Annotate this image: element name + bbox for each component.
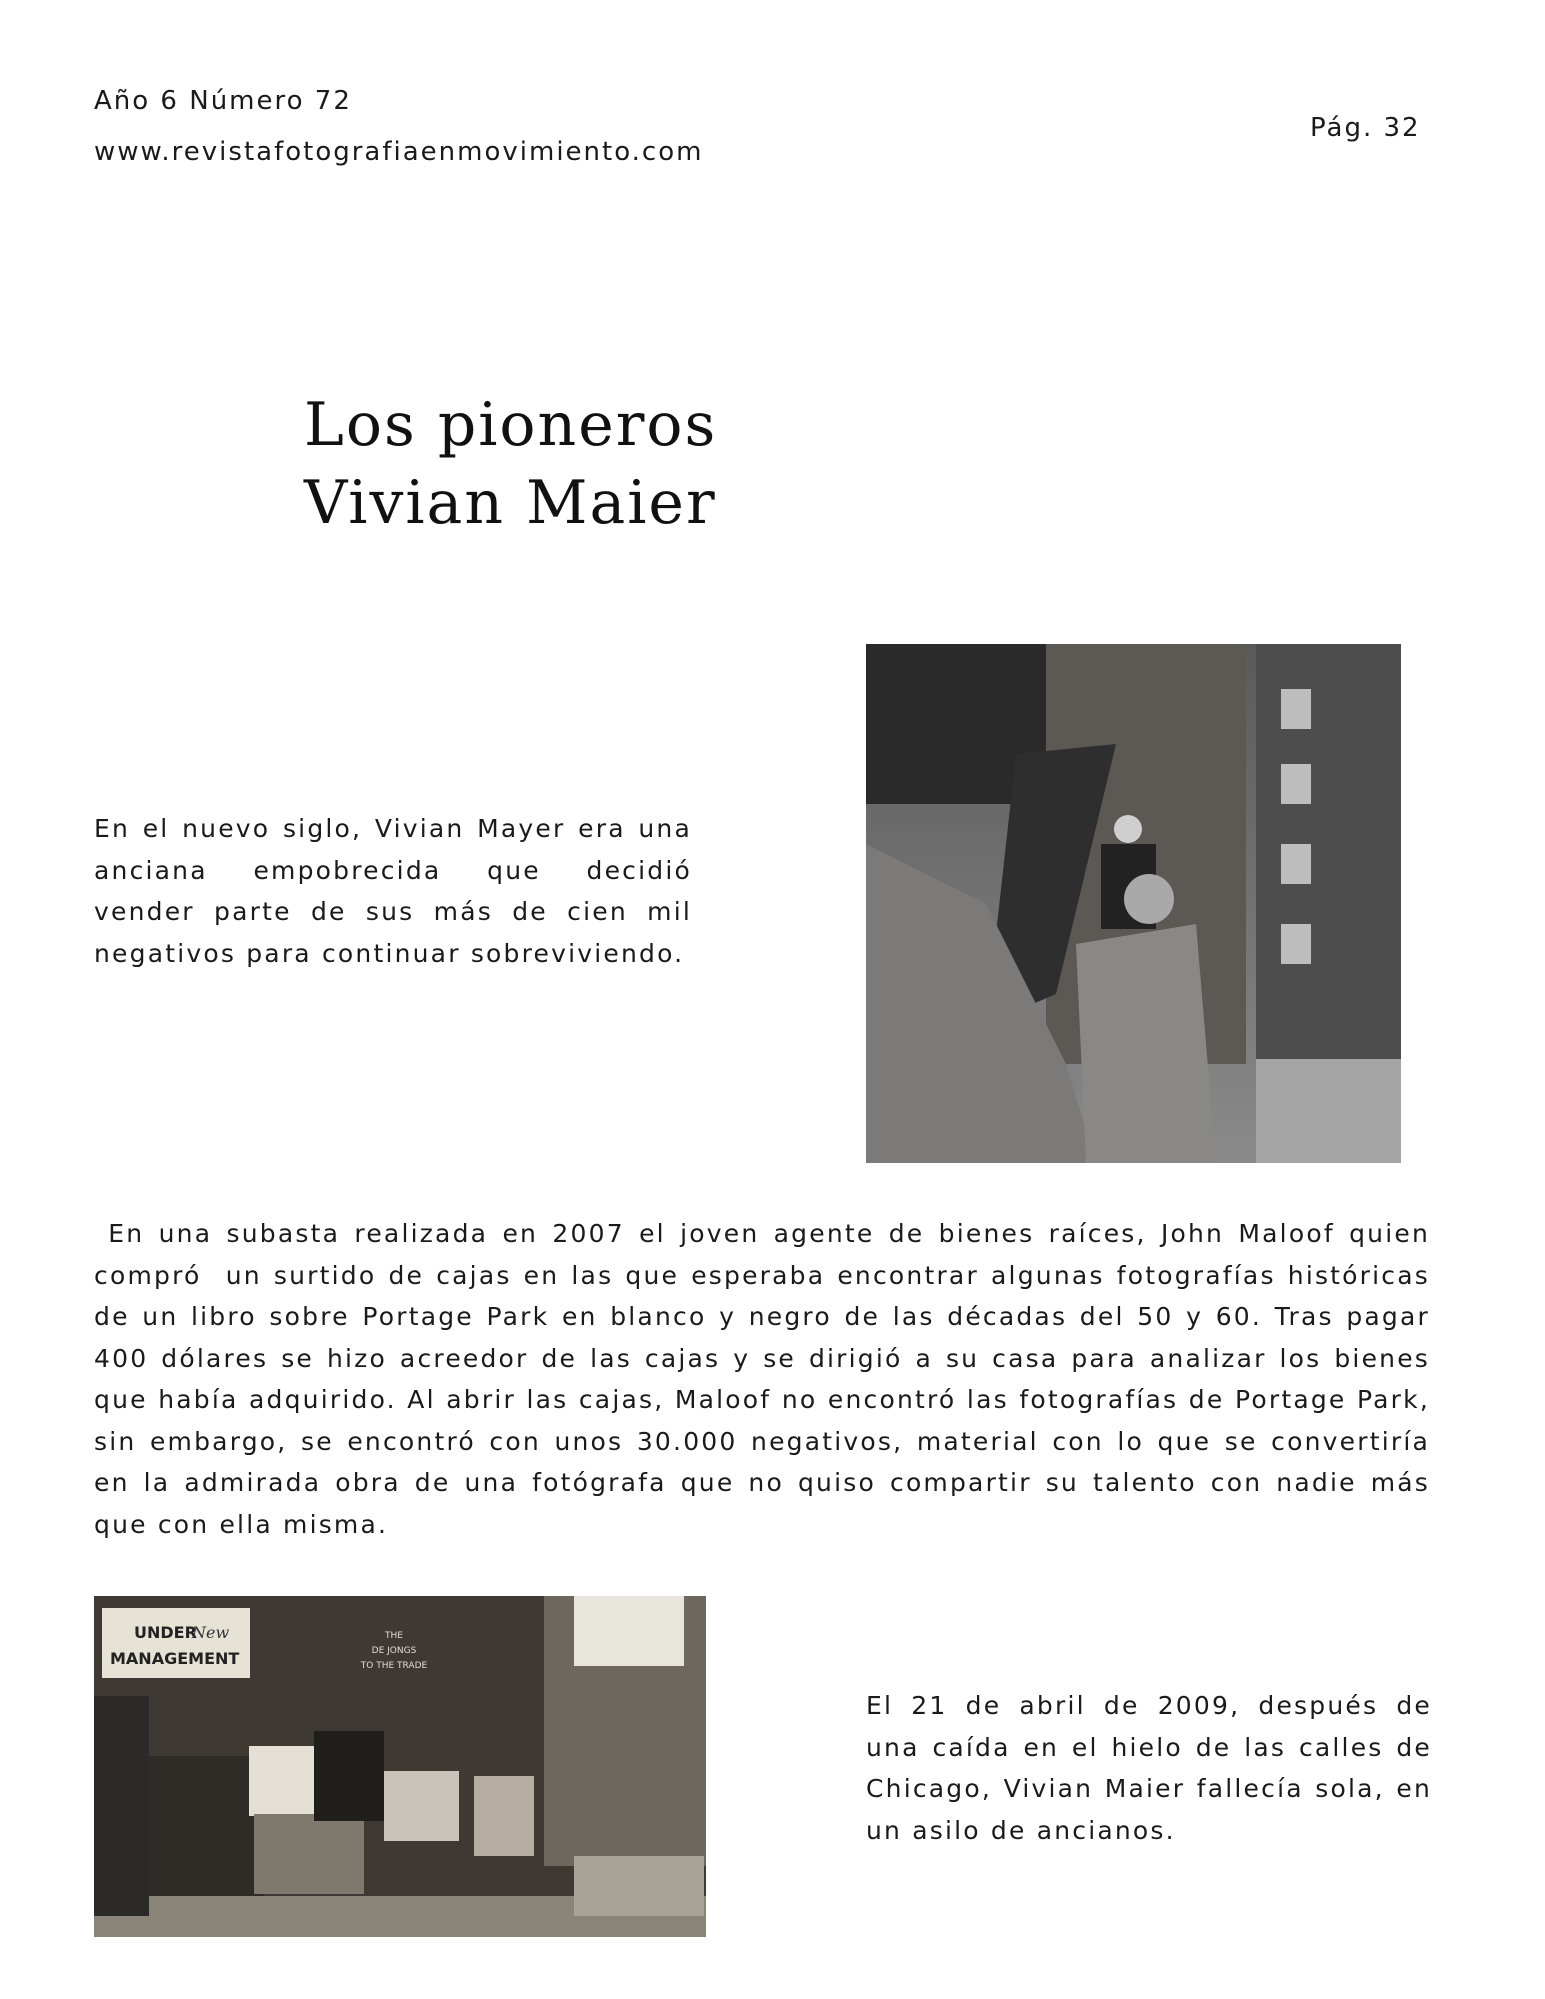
photo-storefront <box>94 1596 706 1937</box>
man-white-tshirt <box>249 1746 319 1816</box>
door-text-2: DE JONGS <box>371 1646 417 1656</box>
title-line-1: Los pioneros <box>304 390 718 460</box>
door-text-1: THE <box>385 1631 403 1641</box>
sidewalk <box>1256 1059 1401 1163</box>
photo-street-scene-graphic <box>866 644 1401 1163</box>
man-leaning <box>314 1731 384 1821</box>
sign-text-management: MANAGEMENT <box>110 1649 240 1668</box>
man-raised-arms <box>1076 924 1216 1163</box>
woman-seated <box>474 1776 534 1856</box>
article-title <box>304 386 717 542</box>
man-plaid-shirt <box>384 1771 459 1841</box>
page-number: Pág. 32 <box>1310 113 1421 143</box>
paragraph-auction: En una subasta realizada en 2007 el joven agente de bienes raíces, John Maloof quien compró un surtido de cajas en las que esperaba encontrar algunas fotografías históricas de un libro sobre Portage Park en blanco y negro de las décadas del 50 y 60. Tras pagar 400 dólares se hizo acreedor de las cajas y se dirigió a su casa para analizar los bienes que había adquirido. Al abrir las cajas, Maloof no encontró las fotografías de Portage Park, sin embargo, se encontró con unos 30.000 negativos, material con lo que se convertiría en la admirada obra de una fotógrafa que no quiso compartir su talento con nadie más que con ella misma. <box>94 1219 1430 1539</box>
photo-street-scene <box>866 644 1401 1163</box>
building <box>1256 644 1401 1064</box>
title-line-2: Vivian Maier <box>304 468 717 538</box>
sign-text-under: UNDER <box>134 1623 197 1642</box>
issue-number: Año 6 Número 72 <box>94 86 352 116</box>
door-text-3: TO THE TRADE <box>360 1661 428 1671</box>
woman-standing <box>94 1696 149 1916</box>
paragraph-intro: En el nuevo siglo, Vivian Mayer era una anciana empobrecida que decidió vender parte de sus más de cien mil negativos para continuar sobreviviendo. <box>94 814 692 968</box>
paragraph-death: El 21 de abril de 2009, después de una caída en el hielo de las calles de Chicago, Vivian Maier fallecía sola, en un asilo de ancianos. <box>866 1691 1432 1845</box>
website-url[interactable]: www.revistafotografiaenmovimiento.com <box>94 137 704 167</box>
sign-text-new: New <box>192 1623 230 1642</box>
photo-storefront-graphic <box>94 1596 706 1937</box>
